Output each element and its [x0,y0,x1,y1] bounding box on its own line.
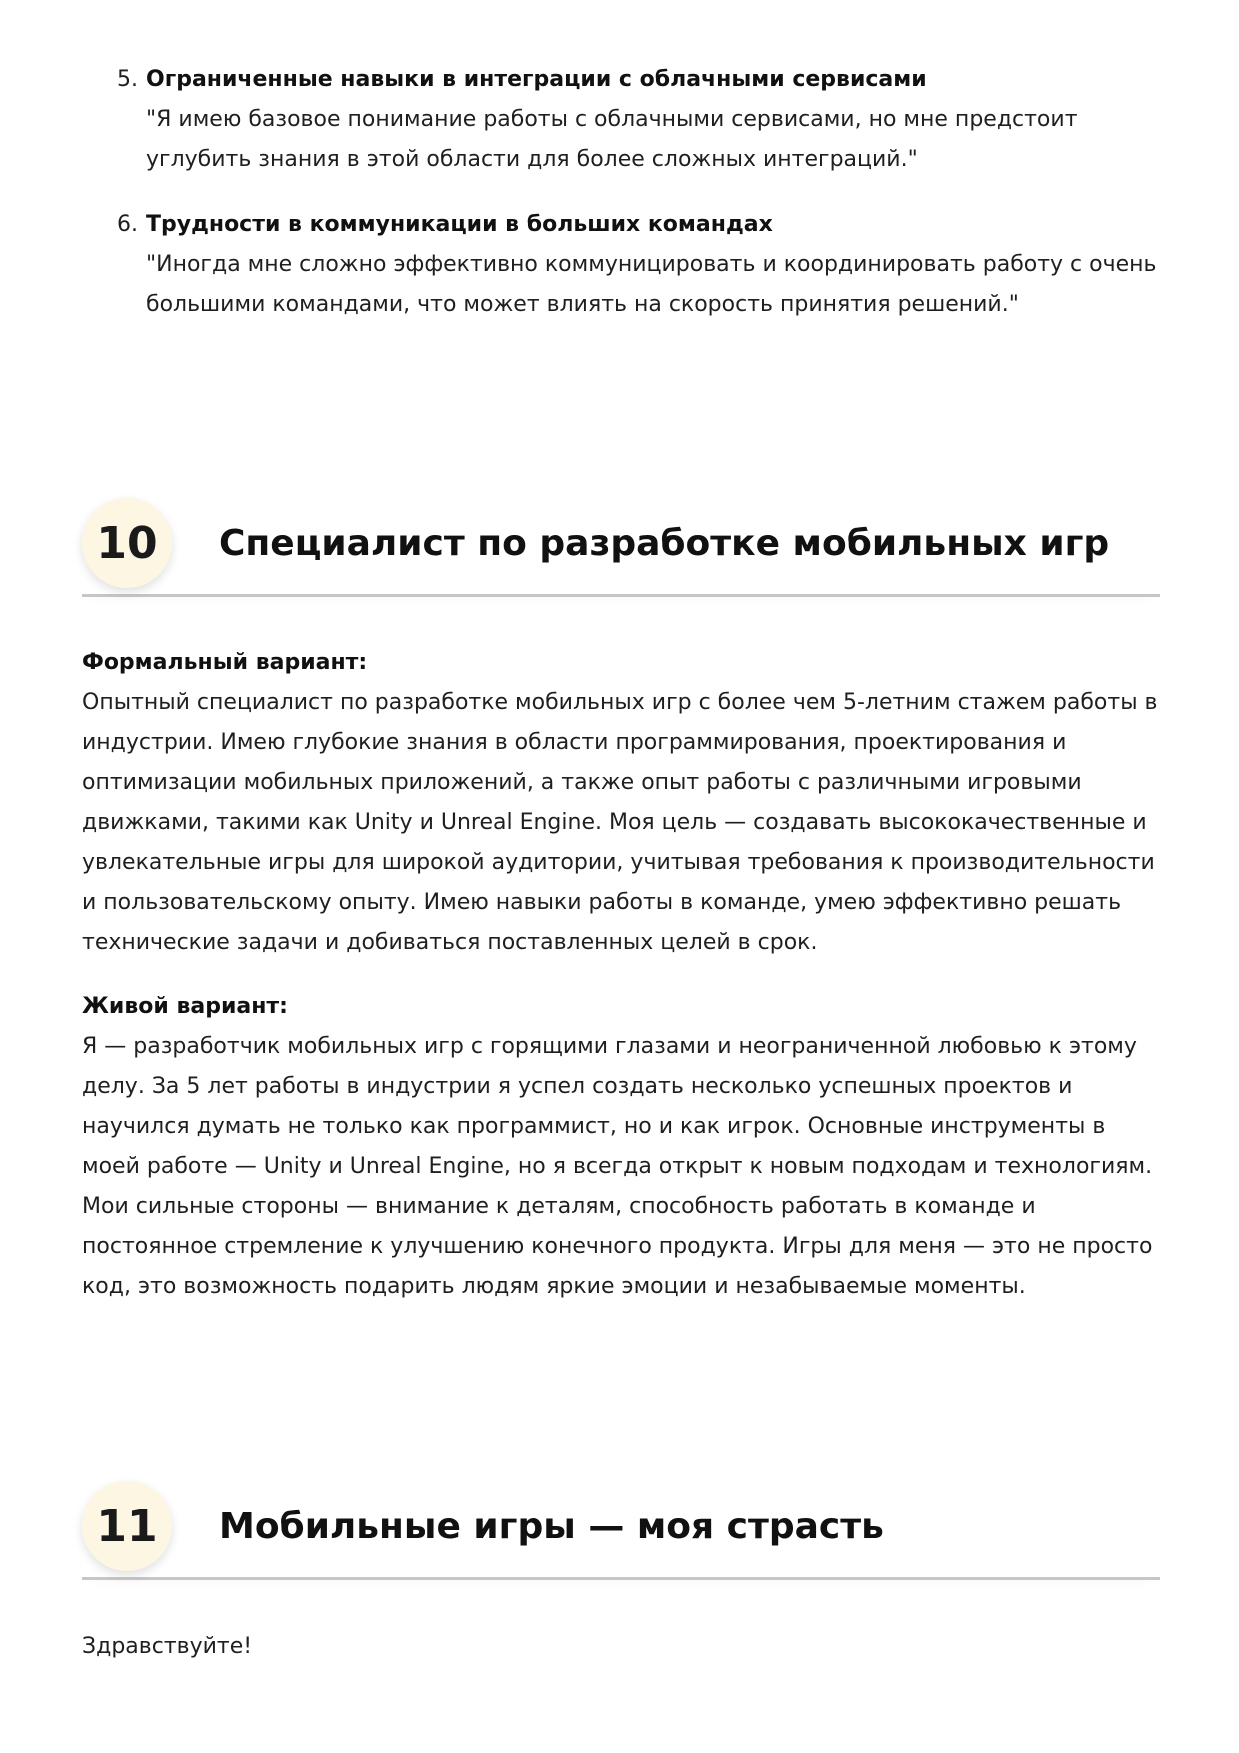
section-title: Мобильные игры — моя страсть [219,1506,884,1547]
list-item-number: 6. [117,212,138,237]
greeting-text: Здравствуйте! [82,1634,253,1659]
list-item-title: Трудности в коммуникации в больших командах [146,212,773,237]
live-variant-label: Живой вариант: [82,994,288,1019]
list-item-number: 5. [117,67,138,92]
cover-letter-greeting [82,1627,1167,1667]
formal-variant [82,643,1167,963]
live-variant [82,987,1167,1307]
list-item [117,60,1177,180]
list-item-quote: "Иногда мне сложно эффективно коммуницировать и координировать работу с очень большими командами, что может влиять на скорость принятия решений." [146,252,1157,317]
list-item-title: Ограниченные навыки в интеграции с облачными сервисами [146,67,927,92]
list-item [117,205,1177,325]
live-variant-text: Я — разработчик мобильных игр с горящими глазами и неограниченной любовью к этому делу. За 5 лет работы в индустрии я успел создать несколько успешных проектов и научился думать не только как программист, но и как игрок. Основные инструменты в моей работе — Unity и Unreal Engine, но я всегда открыт к новым подходам и технологиям. Мои сильные стороны — внимание к деталям, способность работать в команде и постоянное стремление к улучшению конечного продукта. Игры для меня — это не просто код, это возможность подарить людям яркие эмоции и незабываемые моменты. [82,1034,1153,1299]
section-11-header [82,1481,1160,1580]
weaknesses-list [117,60,1177,350]
formal-variant-text: Опытный специалист по разработке мобильных игр с более чем 5-летним стажем работы в индустрии. Имею глубокие знания в области программирования, проектирования и оптимизации мобильных приложений, а также опыт работы с различными игровыми движками, такими как Unity и Unreal Engine. Моя цель — создавать высококачественные и увлекательные игры для широкой аудитории, учитывая требования к производительности и пользовательскому опыту. Имею навыки работы в команде, умею эффективно решать технические задачи и добиваться поставленных целей в срок. [82,690,1158,955]
section-number-badge: 10 [82,498,172,588]
section-title: Специалист по разработке мобильных игр [219,523,1110,564]
list-item-quote: "Я имею базовое понимание работы с облачными сервисами, но мне предстоит углубить знания в этой области для более сложных интеграций." [146,107,1078,172]
formal-variant-label: Формальный вариант: [82,650,368,675]
section-10-header [82,498,1160,597]
section-number-badge: 11 [82,1481,172,1571]
